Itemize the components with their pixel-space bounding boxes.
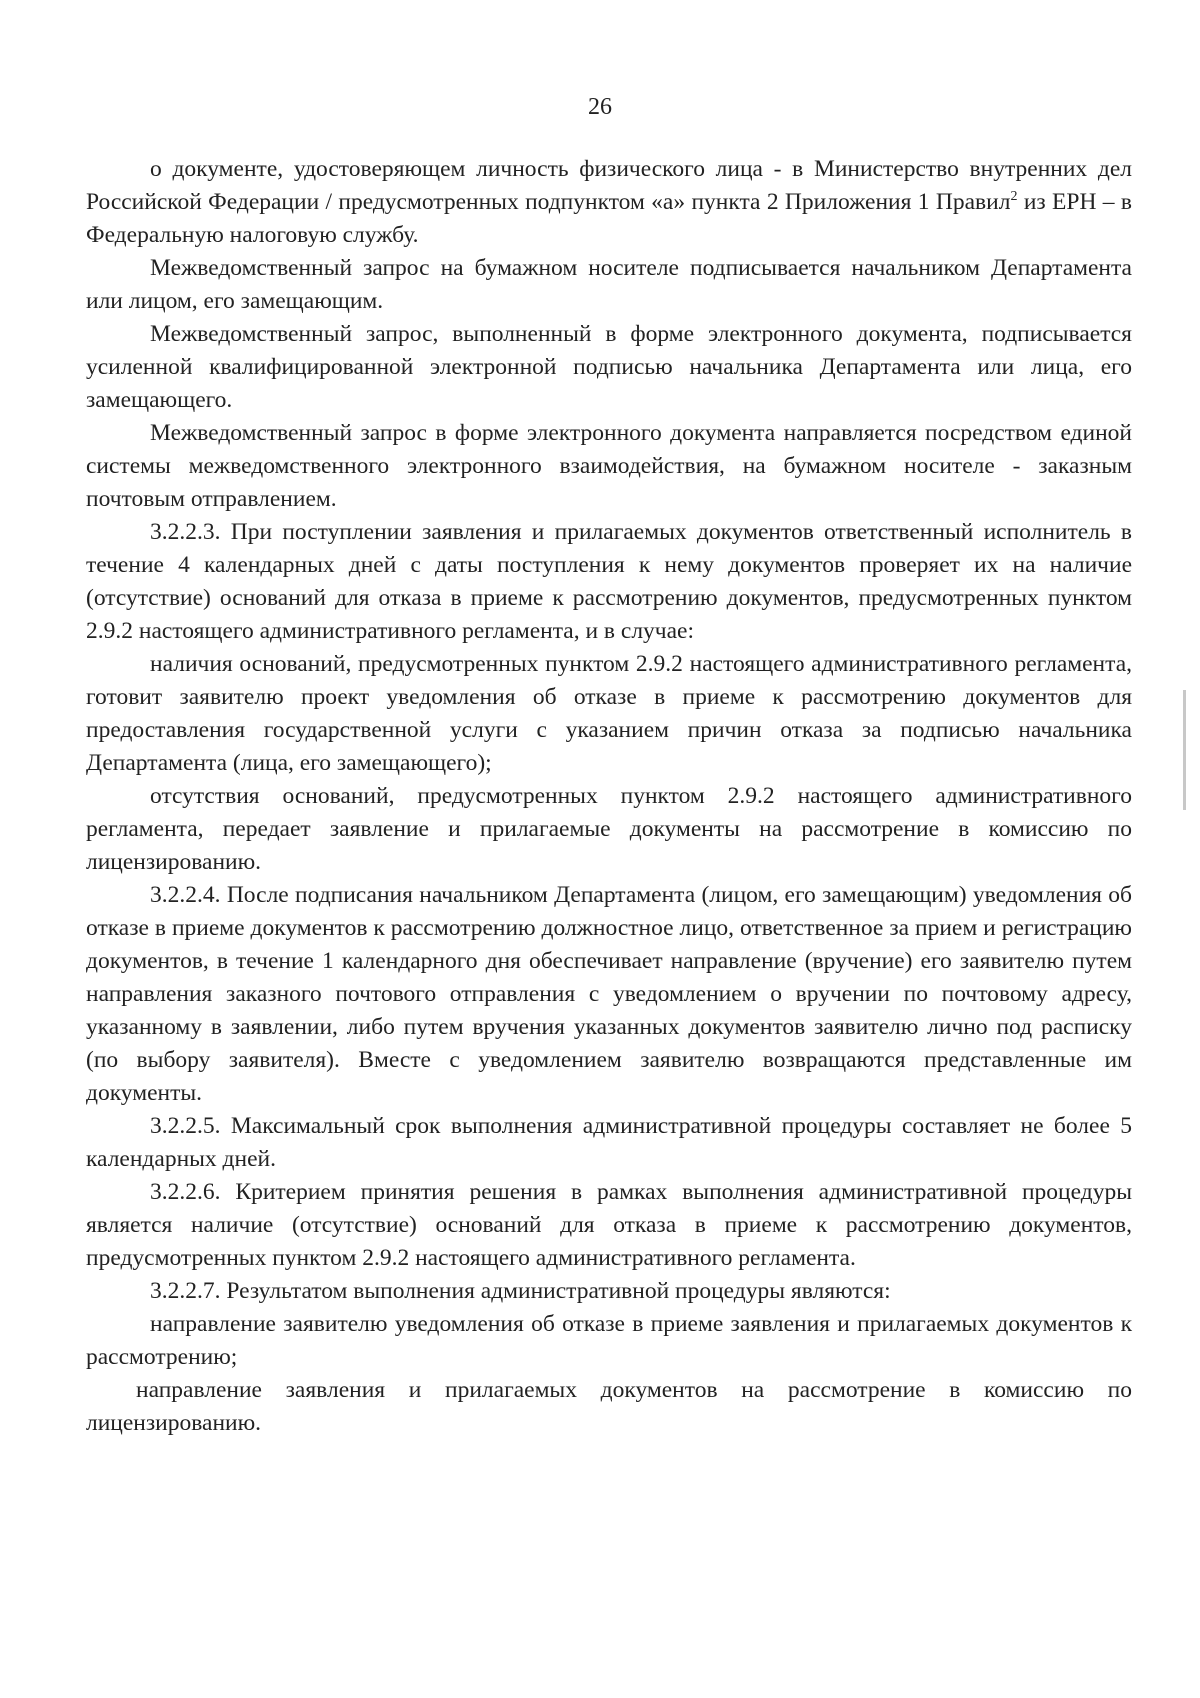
paragraph-case-grounds-absent: отсутствия оснований, предусмотренных пунктом 2.9.2 настоящего административного регламента, передает заявление и прилагаемые документы на рассмотрение в комиссию по лицензированию. [86,783,1132,875]
paragraph-case-grounds-present: наличия оснований, предусмотренных пунктом 2.9.2 настоящего административного регламента, готовит заявителю проект уведомления об отказе в приеме к рассмотрению документов для предоставления государственной услуги с указанием причин отказа за подписью начальника Департамента (лица, его замещающего); [86,651,1132,776]
document-body [86,153,1132,1440]
paragraph-3-2-2-6: 3.2.2.6. Критерием принятия решения в рамках выполнения административной процедуры является наличие (отсутствие) оснований для отказа в приеме к рассмотрению документов, предусмотренных пунктом 2.9.2 настоящего административного регламента. [86,1179,1132,1271]
paragraph-3-2-2-7: 3.2.2.7. Результатом выполнения административной процедуры являются: [150,1278,891,1304]
paragraph-text: о документе, удостоверяющем личность физического лица - в Министерство внутренних дел Российской Федерации / предусмотренных подпунктом «а» пункта 2 Приложения 1 Правил [86,156,1132,215]
paragraph-3-2-2-4: 3.2.2.4. После подписания начальником Департамента (лицом, его замещающим) уведомления об отказе в приеме документов к рассмотрению должностное лицо, ответственное за прием и регистрацию документов, в течение 1 календарного дня обеспечивает направление (вручение) его заявителю путем направления заказного почтового отправления с уведомлением о вручении по почтовому адресу, указанному в заявлении, либо путем вручения указанных документов заявителю лично под расписку (по выбору заявителя). Вместе с уведомлением заявителю возвращаются представленные им документы. [86,882,1132,1106]
paragraph-request-delivery: Межведомственный запрос в форме электронного документа направляется посредством единой системы межведомственного электронного взаимодействия, на бумажном носителе - заказным почтовым отправлением. [86,420,1132,512]
paragraph-text: из ЕРН – в Федеральную налоговую службу. [86,189,1132,248]
paragraph-paper-request-signature: Межведомственный запрос на бумажном носителе подписывается начальником Департамента или лицом, его замещающим. [86,255,1132,314]
paragraph-result-notification: направление заявителю уведомления об отказе в приеме заявления и прилагаемых документов к рассмотрению; [86,1311,1132,1370]
scan-edge-mark [1183,690,1186,810]
paragraph-3-2-2-5: 3.2.2.5. Максимальный срок выполнения административной процедуры составляет не более 5 календарных дней. [86,1113,1132,1172]
paragraph-result-commission: направление заявления и прилагаемых документов на рассмотрение в комиссию по лицензированию. [86,1377,1132,1436]
page-number: 26 [588,94,612,120]
paragraph-3-2-2-3: 3.2.2.3. При поступлении заявления и прилагаемых документов ответственный исполнитель в течение 4 календарных дней с даты поступления к нему документов проверяет их на наличие (отсутствие) оснований для отказа в приеме к рассмотрению документов, предусмотренных пунктом 2.9.2 настоящего административного регламента, и в случае: [86,519,1132,644]
footnote-reference: 2 [1010,189,1018,205]
paragraph-ministry-request [86,153,1132,252]
paragraph-electronic-request-signature: Межведомственный запрос, выполненный в форме электронного документа, подписывается усиленной квалифицированной электронной подписью начальника Департамента или лица, его замещающего. [86,321,1132,413]
